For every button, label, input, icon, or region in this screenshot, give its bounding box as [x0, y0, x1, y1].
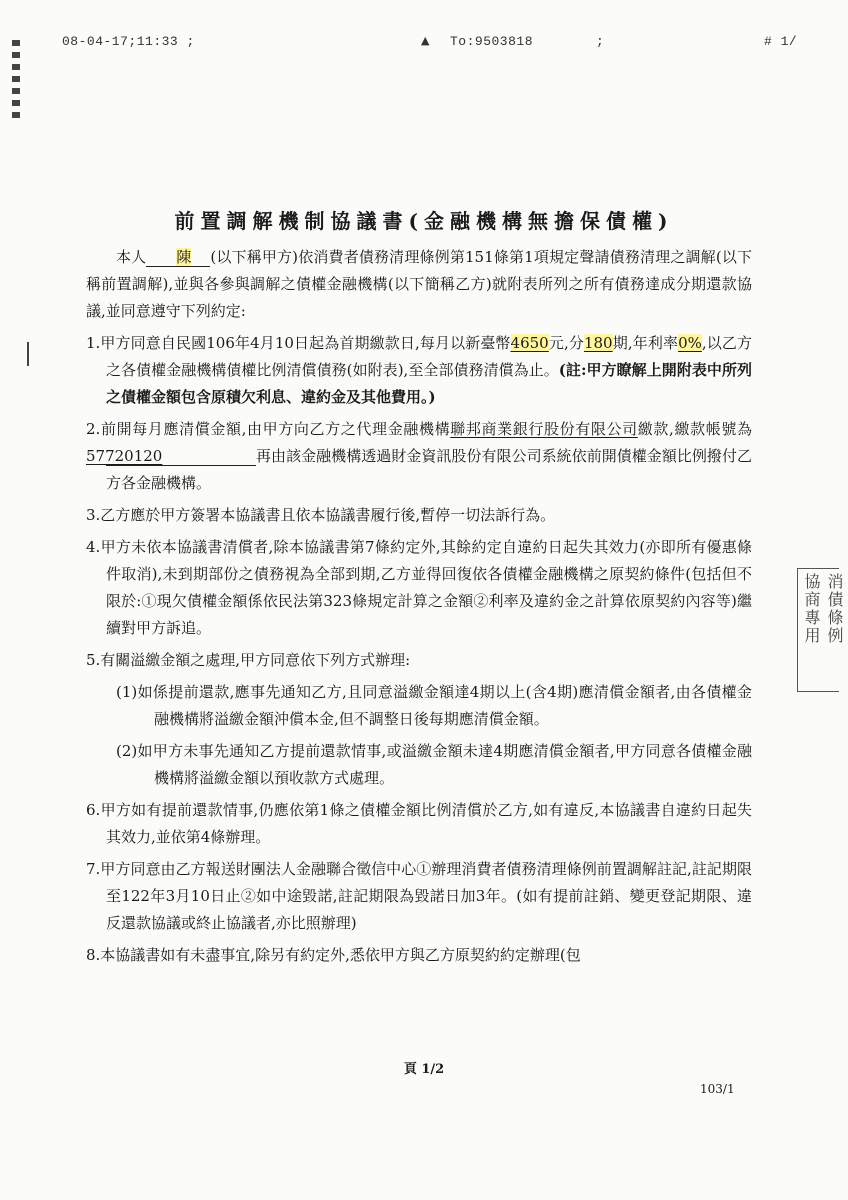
up-arrow-icon: ▲: [421, 34, 430, 47]
party-name: 陳: [176, 248, 192, 266]
clause-2: 2.前開每月應清償金額,由甲方向乙方之代理金融機構聯邦商業銀行股份有限公司繳款,繳款帳號為57720120 再由該金融機構透過財金資訊股份有限公司系統依前開債權金額比例撥付乙方各金融機構。: [86, 420, 752, 492]
agent-bank: 聯邦商業銀行股份有限公司: [450, 420, 638, 438]
intro-prefix: 本人: [116, 248, 147, 266]
stamp-text-2: 協商專用: [802, 573, 821, 645]
interest-rate: 0%: [678, 334, 702, 352]
clause-1: 1.甲方同意自民國106年4月10日起為首期繳款日,每月以新臺幣4650元,分180期,年利率0%,以乙方之各債權金融機構債權比例清償債務(如附表),至全部債務清償為止。(註:甲方瞭解上開附表中所列之債權金額包含原積欠利息、違約金及其他費用。): [86, 334, 752, 406]
clause-4: 4.甲方未依本協議書清償者,除本協議書第7條約定外,其餘約定自違約日起失其效力(亦即所有優惠條件取消),未到期部份之債務視為全部到期,乙方並得回復依各債權金融機構之原契約條件(包括但不限於:①現欠債權金額係依民法第323條規定計算之金額②利率及違約金之計算依原契約內容等)繼續對甲方訴追。: [86, 538, 752, 637]
punch-mark: [27, 342, 29, 366]
intro-text: (以下稱甲方)依消費者債務清理條例第151條第1項規定聲請債務清理之調解(以下稱前置調解),並與各參與調解之債權金融機構(以下簡稱乙方)就附表所列之所有債務達成分期還款協議,並同意遵守下列約定:: [86, 248, 752, 320]
fax-separator: ;: [596, 34, 605, 49]
intro-paragraph: [86, 244, 752, 325]
fax-recipient: To:9503818: [450, 34, 534, 49]
stamp-text-1: 消債條例: [825, 573, 844, 645]
payment-account: 57720120: [106, 447, 256, 466]
document-number: 103/1: [700, 1082, 735, 1096]
clause-6: 6.甲方如有提前還款情事,仍應依第1條之債權金額比例清償於乙方,如有違反,本協議書自違約日起失其效力,並依第4條辦理。: [86, 801, 752, 846]
party-name-field: [146, 248, 210, 267]
agreement-body: [86, 244, 752, 974]
fax-page: # 1/: [764, 34, 798, 49]
consumer-debt-stamp: [797, 568, 844, 692]
document-title: 前置調解機制協議書(金融機構無擔保債權): [174, 209, 674, 233]
clause-3: 3.乙方應於甲方簽署本協議書且依本協議書履行後,暫停一切法訴行為。: [86, 506, 556, 524]
clause-5: 5.有關溢繳金額之處理,甲方同意依下列方式辦理:: [86, 651, 411, 669]
installment-periods: 180: [583, 334, 613, 352]
clause-1-note: (註:甲方瞭解上開附表中所列之債權金額包含原積欠利息、違約金及其他費用。): [106, 361, 752, 406]
clause-7: 7.甲方同意由乙方報送財團法人金融聯合徵信中心①辦理消費者債務清理條例前置調解註記,註記期限至122年3月10日止②如中途毀諾,註記期限為毀諾日加3年。(如有提前註銷、變更登記期限、違反還款協議或終止協議者,亦比照辦理): [86, 860, 752, 932]
scan-edge-marks: [12, 40, 28, 118]
clause-5-1: (1)如係提前還款,應事先通知乙方,且同意溢繳金額達4期以上(含4期)應清償金額者,由各債權金融機構將溢繳金額沖償本金,但不調整日後每期應清償金額。: [116, 683, 752, 728]
clause-8: 8.本協議書如有未盡事宜,除另有約定外,悉依甲方與乙方原契約約定辦理(包: [86, 946, 581, 964]
monthly-amount: 4650: [510, 334, 549, 352]
fax-datetime: 08-04-17;11:33 ;: [62, 34, 195, 49]
page-number: 頁 1/2: [403, 1062, 445, 1077]
clause-5-2: (2)如甲方未事先通知乙方提前還款情事,或溢繳金額未達4期應清償金額者,甲方同意各債權金融機構將溢繳金額以預收款方式處理。: [116, 742, 752, 787]
